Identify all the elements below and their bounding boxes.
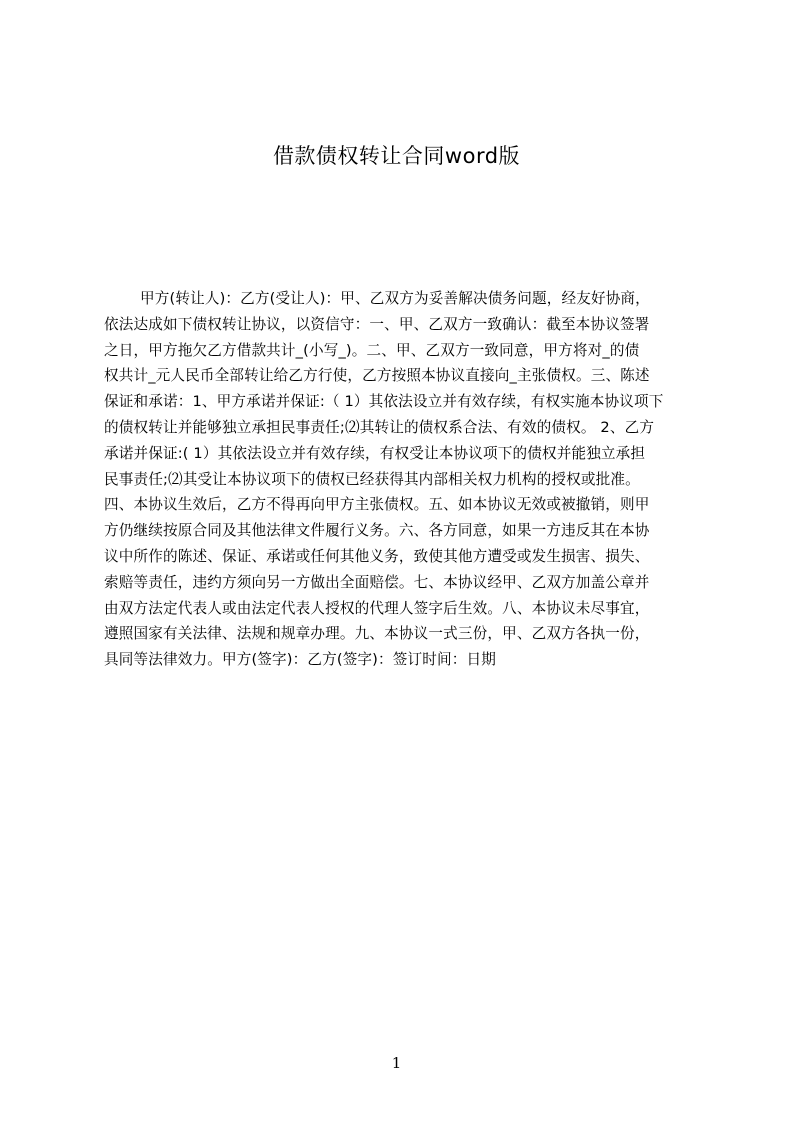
body-line-15: 具同等法律效力。甲方(签字)：乙方(签字)：签订时间：日期 xyxy=(104,651,496,669)
body-line-1: 甲方(转让人)：乙方(受让人)：甲、乙双方为妥善解决债务问题，经友好协商， xyxy=(140,290,650,307)
body-line-9: 四、本协议生效后，乙方不得再向甲方主张债权。五、如本协议无效或被撤销，则甲 xyxy=(104,496,650,514)
body-line-5: 保证和承诺：1、甲方承诺并保证:（ 1）其依法设立并有效存续，有权实施本协议项下 xyxy=(104,393,664,411)
body-line-2: 依法达成如下债权转让协议，以资信守：一、甲、乙双方一致确认：截至本协议签署 xyxy=(104,315,650,333)
body-line-8: 民事责任;⑵其受让本协议项下的债权已经获得其内部相关权力机构的授权或批准。 xyxy=(104,470,640,488)
document-body xyxy=(104,286,694,673)
document-title: 借款债权转让合同word版 xyxy=(272,144,521,168)
body-line-13: 由双方法定代表人或由法定代表人授权的代理人签字后生效。八、本协议未尽事宜， xyxy=(104,599,650,617)
body-line-14: 遵照国家有关法律、法规和规章办理。九、本协议一式三份，甲、乙双方各执一份， xyxy=(104,625,650,643)
body-line-7: 承诺并保证:( 1）其依法设立并有效存续，有权受让本协议项下的债权并能独立承担 xyxy=(104,444,646,462)
body-line-3: 之日，甲方拖欠乙方借款共计_(小写_)。二、甲、乙双方一致同意，甲方将对_的债 xyxy=(104,341,640,359)
body-line-4: 权共计_元人民币全部转让给乙方行使，乙方按照本协议直接向_主张债权。三、陈述 xyxy=(104,367,650,385)
body-line-11: 议中所作的陈述、保证、承诺或任何其他义务，致使其他方遭受或发生损害、损失、 xyxy=(104,547,650,565)
body-line-12: 索赔等责任，违约方须向另一方做出全面赔偿。七、本协议经甲、乙双方加盖公章并 xyxy=(104,573,650,591)
page-number: 1 xyxy=(391,1054,402,1072)
body-line-10: 方仍继续按原合同及其他法律文件履行义务。六、各方同意，如果一方违反其在本协 xyxy=(104,522,650,540)
body-line-6: 的债权转让并能够独立承担民事责任;⑵其转让的债权系合法、有效的债权。 2、乙方 xyxy=(104,418,655,436)
